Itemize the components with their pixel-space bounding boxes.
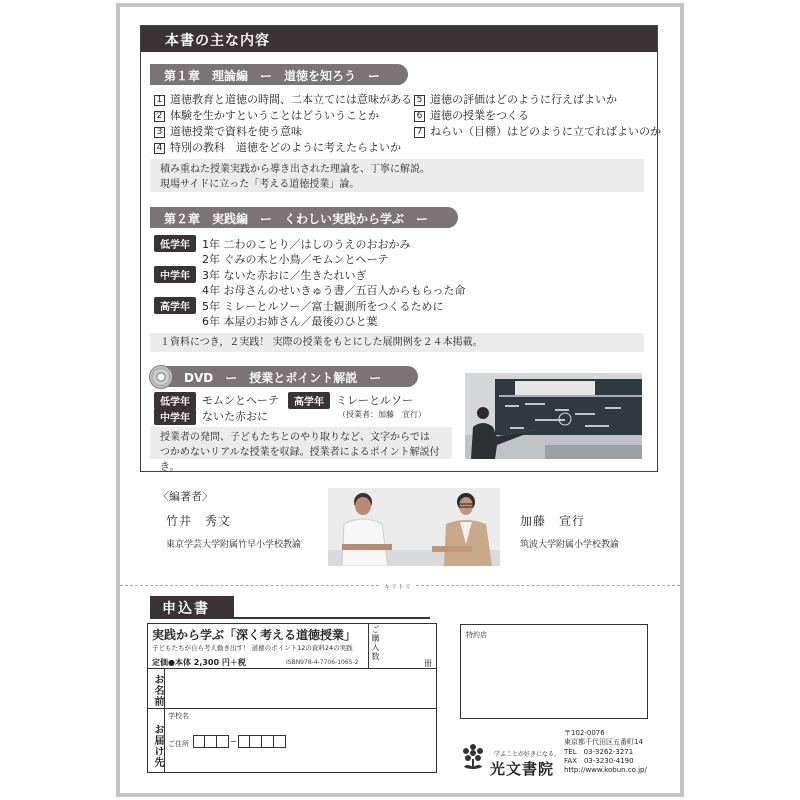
cut-label: キリトリ (380, 582, 416, 591)
book-isbn: ISBN978-4-7706-1065-2 (286, 659, 359, 666)
address-label: ご住所 (168, 740, 189, 748)
name-input[interactable] (165, 669, 436, 707)
editor-left-school: 東京学芸大学附属竹早小学校教諭 (166, 540, 302, 550)
chapter2-title: 第２章 実践編 ー くわしい実践から学ぶ ー (150, 207, 458, 228)
list-item: 高学年 5年 ミレーとルソー／富士観測所をつくるために (154, 298, 466, 314)
order-form-title: 申込書 (150, 596, 234, 618)
editor-right-name: 加藤 宣行 (520, 514, 586, 528)
book-price: 定価●本体 2,300 円＋税 (152, 658, 246, 667)
flower-logo-icon (460, 741, 486, 773)
chapter1-title: 第１章 理論編 ー 道徳を知ろう ー (150, 64, 408, 85)
book-title: 実践から学ぶ「深く考える道徳授業」 (152, 628, 357, 642)
editor-right-school: 筑波大学附属小学校教諭 (520, 540, 620, 550)
publisher-name: 光文書院 (490, 760, 555, 778)
publisher-logo (460, 741, 486, 777)
name-label: お名前 (152, 674, 163, 707)
dvd-instructor: （授業者：加藤 宣行） (338, 410, 426, 419)
shop-label: 特約店 (466, 631, 487, 639)
list-item: 6年 本屋のお姉さん／最後のひと葉 (202, 315, 378, 329)
publisher-tagline: 学ぶことが好きになる。 (494, 751, 561, 758)
list-item: 6 道徳の授業をつくる (414, 108, 661, 124)
list-item: 中学年 3年 ないた赤おに／生きたれいぎ (154, 267, 466, 283)
chapter1-list-right (414, 92, 661, 140)
list-item: 低学年 モムンとヘーテ 高学年 ミレーとルソー (154, 392, 413, 408)
list-item: 中学年 ないた赤おに (154, 408, 413, 424)
list-item: 2 体験を生かすということはどういうことか (154, 108, 412, 124)
classroom-photo (465, 373, 642, 459)
list-item: 4 特別の教科 道徳をどのように考えたらよいか (154, 140, 412, 156)
chapter2-list (154, 236, 466, 329)
chapter2-note: １資料につき，２実践！ 実際の授業をもとにした展開例を２４本掲載。 (150, 333, 644, 352)
list-item: 1 道徳教育と道徳の時間、二本立てには意味がある (154, 92, 412, 108)
list-item: 4年 お母さんのせいきゅう書／五百人からもらった命 (202, 284, 466, 298)
dvd-note: 授業者の発問、子どもたちとのやり取りなど、文字からでは つかめないリアルな授業を収録。授業者によるポイント解説付き。 (150, 427, 452, 459)
quantity-label-cell: ご購入数 (368, 623, 381, 668)
editors-photo (328, 488, 500, 566)
chapter1-note: 積み重ねた授業実践から導き出された理論を、丁寧に解説。 現場サイドに立った「考える道徳授業」論。 (150, 159, 644, 192)
contents-title: 本書の主な内容 (141, 26, 657, 52)
list-item: 2年 ぐみの木と小鳥／モムンとヘーテ (202, 253, 389, 267)
dvd-disc-icon (149, 365, 173, 389)
quantity-input[interactable] (381, 623, 437, 668)
quantity-unit: 冊 (424, 659, 432, 668)
dvd-title: DVD ー 授業とポイント解説 ー (160, 366, 418, 387)
list-item: 5 道徳の評価はどのように行えばよいか (414, 92, 661, 108)
postal-code-field[interactable]: − (193, 735, 286, 748)
publisher-url[interactable]: http://www.kobun.co.jp/ (564, 766, 647, 775)
list-item: 低学年 1年 二わのことり／はしのうえのおおかみ (154, 236, 466, 252)
publisher-address-block: 〒102-0076 東京都千代田区五番町14 TEL 03-3262-3271 FAX 03-3230-4190 http://www.kobun.co.jp/ (564, 729, 647, 775)
chapter1-list-left (154, 92, 412, 156)
editor-left-name: 竹井 秀文 (166, 514, 232, 528)
list-item: 3 道徳授業で資料を使う意味 (154, 124, 412, 140)
school-label: 学校名 (168, 712, 189, 720)
shop-stamp-box[interactable] (460, 624, 648, 719)
book-subtitle: 子どもたちが自ら考え動き出す！ 道徳のポイント12の資料24の実践 (152, 644, 353, 652)
delivery-label: お届け先 (152, 724, 163, 768)
order-title-rule (150, 617, 430, 619)
editors-label: 〈編著者〉 (158, 490, 213, 503)
list-item: 7 ねらい（目標）はどのように立てればよいのか (414, 124, 661, 140)
